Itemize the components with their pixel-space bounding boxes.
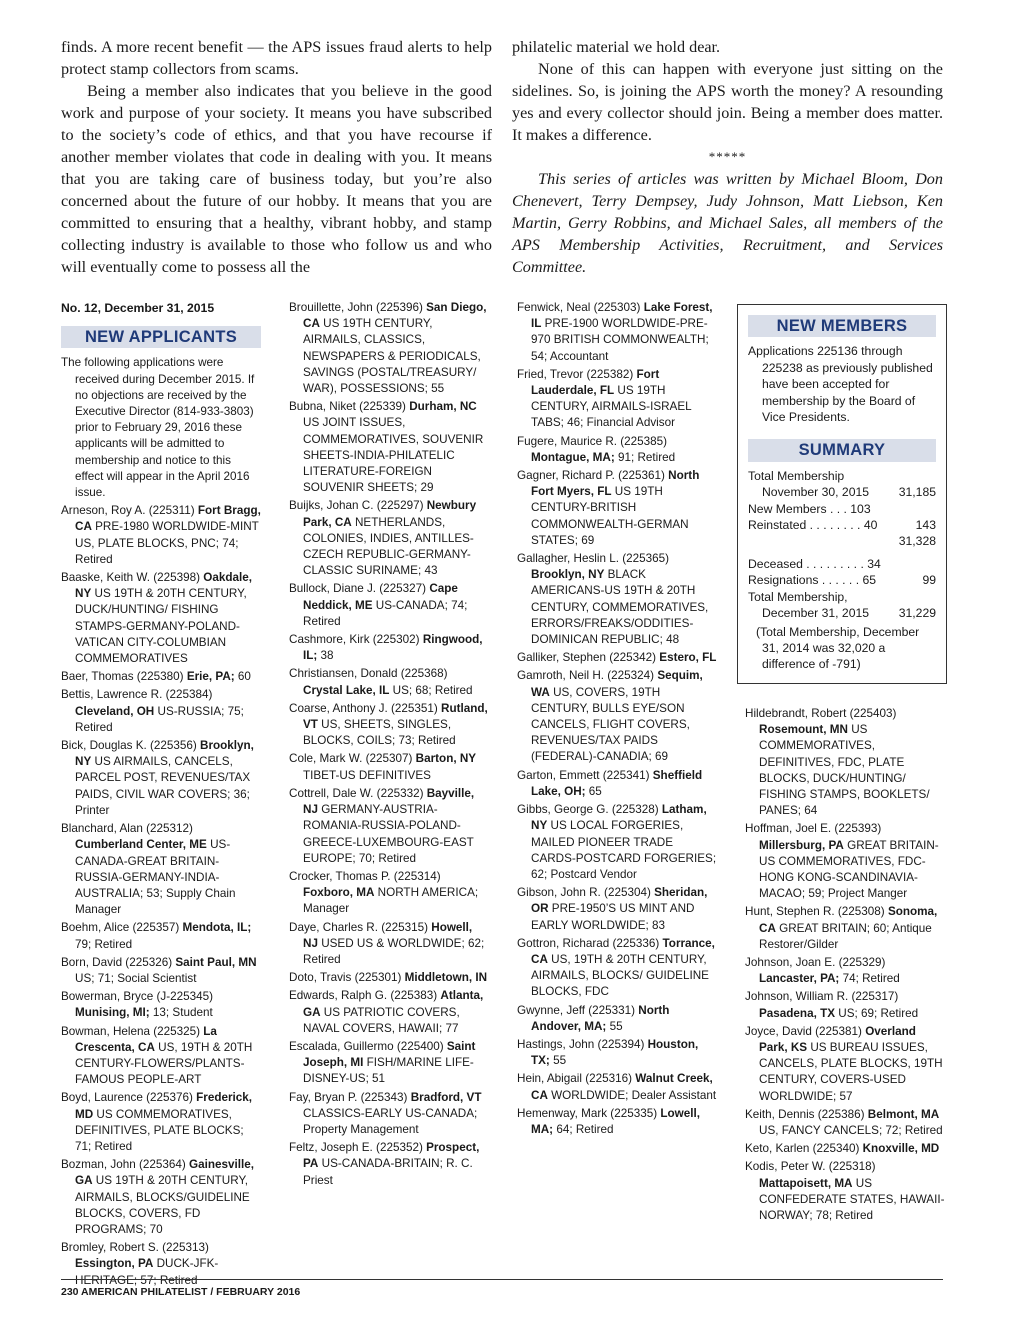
applicant-interests: GREAT BRITAIN; 60; Antique Restorer/Gilder — [759, 921, 932, 951]
applicant-interests: WORLDWIDE; Dealer Assistant — [547, 1088, 717, 1102]
summary-total-label: Total Membership — [748, 468, 845, 483]
new-members-text: Applications 225136 through 225238 as previously published have been accepted for membership by the Board of Vice Presidents. — [748, 344, 933, 425]
applicant-entry — [517, 668, 717, 765]
applicant-entry — [517, 650, 717, 666]
applicant-location: Montague, MA; — [531, 450, 615, 464]
applicant-interests: US, COVERS, 19TH CENTURY, BULLS EYE/SON CANCELS, FLIGHT COVERS, REVENUES/TAX PAIDS (FEDERAL)-CANADIA; 69 — [531, 685, 690, 764]
applicant-location: Sheridan, OR — [531, 886, 708, 916]
applicant-interests: GERMANY-AUSTRIA-ROMANIA-RUSSIA-POLAND-GREECE-LUXEMBOURG-EAST EUROPE; 70; Retired — [303, 803, 474, 865]
applicant-name: Hildebrandt, Robert (225403) — [745, 707, 897, 720]
summary-resignations-sum: 99 — [922, 573, 936, 588]
article-paragraph: None of this can happen with everyone just sitting on the sidelines. So, is joining the APS worth the money? A resounding yes and every collector should join. Being a member does matter. It makes a difference. — [512, 60, 943, 144]
summary-total2-row — [748, 605, 936, 621]
applicant-name: Gibson, John R. (225304) — [517, 886, 655, 900]
applicant-location: Foxboro, MA — [303, 886, 375, 900]
applicant-location: Walnut Creek, CA — [531, 1072, 713, 1102]
applicant-location: Houston, TX; — [531, 1037, 699, 1068]
applicant-entry — [61, 738, 261, 819]
summary-total2-value: 31,229 — [898, 606, 936, 621]
applicant-location: Millersburg, PA — [759, 838, 844, 852]
applicant-interests: 13; Student — [149, 1006, 213, 1020]
applicant-location: Cape Neddick, ME — [303, 582, 458, 612]
entries-list — [61, 503, 261, 1289]
applicant-location: Erie, PA; — [186, 670, 235, 684]
applicant-interests: TIBET-US DEFINITIVES — [303, 768, 431, 782]
applicant-location: Mattapoisett, MA — [759, 1176, 853, 1190]
new-applicants-heading: NEW APPLICANTS — [61, 326, 261, 348]
applicant-location: Gainesville, GA — [75, 1158, 254, 1188]
applicant-interests: US BUREAU ISSUES, CANCELS, PLATE BLOCKS, 19TH CENTURY, COVERS-USED WORLDWIDE; 57 — [759, 1041, 943, 1103]
applicant-interests: USED US & WORLDWIDE; 62; Retired — [303, 936, 485, 966]
applicant-name: Cashmore, Kirk (225302) — [289, 633, 423, 647]
applicant-interests: US-CANADA-GREAT BRITAIN-RUSSIA-GERMANY-INDIA-AUSTRALIA; 53; Supply Chain Manager — [75, 838, 236, 917]
applicant-entry — [289, 869, 489, 918]
applicant-location: Sequim, WA — [531, 669, 703, 699]
article-paragraph: philatelic material we hold dear. — [512, 38, 721, 56]
applicant-name: Boyd, Laurence (225376) — [61, 1091, 197, 1105]
applicant-entry — [289, 666, 489, 698]
applicant-entry — [289, 498, 489, 579]
applicant-entry — [517, 1003, 717, 1035]
applicant-location: Rutland, VT — [303, 701, 488, 732]
summary-note: (Total Membership, December 31, 2014 was 32,020 a difference of -791) — [756, 624, 920, 672]
applicant-location: Cumberland Center, ME — [75, 838, 207, 852]
applicant-name: Baaske, Keith W. (225398) — [61, 571, 204, 585]
listing-column-1 — [61, 300, 261, 1291]
applicant-name: Bullock, Diane J. (225327) — [289, 582, 430, 596]
applicant-entry — [61, 1024, 261, 1089]
applicant-location: Sonoma, CA — [759, 905, 938, 935]
applicant-entry — [745, 904, 945, 953]
applicant-name: Cole, Mark W. (225307) — [289, 752, 416, 766]
article-text — [61, 36, 943, 278]
applicant-name: Fenwick, Neal (225303) — [517, 301, 644, 314]
summary-subtotal: 31,328 — [898, 534, 936, 549]
page-footer: 230 AMERICAN PHILATELIST / FEBRUARY 2016 — [61, 1279, 943, 1298]
applicant-location: Saint Paul, MN — [175, 955, 257, 969]
applicant-interests: NETHERLANDS, COLONIES, INDIES, ANTILLES-CZECH REPUBLIC-GERMANY-CLASSIC SURINAME; 43 — [303, 515, 474, 578]
applicant-location: Bayville, NJ — [303, 786, 475, 817]
listing-column-4 — [745, 706, 945, 1226]
applicant-location: Lowell, MA; — [531, 1106, 700, 1136]
applicant-name: Bowman, Helena (225325) — [61, 1024, 204, 1038]
applicant-name: Gagner, Richard P. (225361) — [517, 469, 669, 483]
applicant-interests: PRE-1900 WORLDWIDE-PRE-970 BRITISH COMMONWEALTH; 54; Accountant — [531, 317, 709, 363]
applicant-interests: US-CANADA-BRITAIN; R. C. Priest — [303, 1157, 473, 1187]
applicant-entry — [61, 955, 261, 987]
applicant-name: Escalada, Guillermo (225400) — [289, 1039, 447, 1053]
applicant-name: Hunt, Stephen R. (225308) — [745, 905, 888, 919]
applicant-interests: US, FANCY CANCELS; 72; Retired — [759, 1124, 943, 1138]
applicant-interests: FISH/MARINE LIFE-DISNEY-US; 51 — [303, 1056, 474, 1086]
summary-reinstated-row — [748, 517, 936, 533]
applicant-interests: DUCK-JFK-HERITAGE; 57; Retired — [75, 1257, 219, 1287]
applicant-name: Arneson, Roy A. (225311) — [61, 504, 198, 518]
applicant-entry — [61, 1090, 261, 1155]
applicant-name: Keto, Karlen (225340) — [745, 1142, 863, 1156]
applicant-entry — [61, 989, 261, 1021]
article-column-left — [61, 36, 492, 278]
applicant-entry — [289, 920, 489, 969]
applicant-entry — [289, 632, 489, 664]
new-members-heading: NEW MEMBERS — [748, 315, 936, 337]
applicant-name: Fried, Trevor (225382) — [517, 367, 637, 381]
applicant-entry — [517, 885, 717, 934]
applicant-location: Brooklyn, NY — [75, 739, 254, 769]
article-paragraph: Being a member also indicates that you believe in the good work and purpose of your society. It means you have subscribed to the society’s code of ethics, and that you have recourse if another member violates that code in dealing with you. It means that you are taking care of business today, but you’re also concerned about the future of our hobby. It means that you are committed to ensuring that a healthy, vibrant hobby, and stamp collecting industry is available to those who follow us and who will eventually come to possess all the — [61, 82, 492, 276]
applicant-entry — [61, 570, 261, 667]
summary-resignations: Resignations . . . . . . 65 — [748, 573, 877, 588]
summary-deceased: Deceased . . . . . . . . . 34 — [748, 556, 881, 571]
applicant-location: Saint Joseph, MI — [303, 1039, 476, 1070]
applicant-entry — [61, 821, 261, 918]
applicant-location: Sheffield Lake, OH; — [531, 768, 703, 798]
applicant-name: Born, David (225326) — [61, 955, 176, 969]
applicant-entry — [745, 955, 945, 987]
applicant-entry — [289, 1090, 489, 1139]
applicant-entry — [61, 503, 261, 568]
applicant-entry — [745, 1107, 945, 1139]
applicant-location: Latham, NY — [531, 803, 707, 833]
applicant-interests: US-RUSSIA; 75; Retired — [75, 704, 244, 734]
summary-reinstated: Reinstated . . . . . . . . 40 — [748, 518, 878, 533]
applicant-interests: US, SHEETS, SINGLES, BLOCKS, COILS; 73; Retired — [303, 718, 456, 748]
applicant-name: Gottron, Richarad (225336) — [517, 936, 663, 950]
applicant-location: Knoxville, MD — [862, 1142, 940, 1156]
applicant-entry — [289, 786, 489, 867]
applicant-interests: US 19TH CENTURY-BRITISH COMMONWEALTH-GERMAN STATES; 69 — [531, 485, 689, 547]
applicant-entry — [517, 1106, 717, 1138]
applicant-interests: NORTH AMERICA; Manager — [303, 886, 479, 916]
applicant-entry — [745, 706, 945, 819]
applicant-name: Galliker, Stephen (225342) — [517, 651, 660, 665]
summary-total-value: 31,185 — [898, 485, 936, 500]
applicant-location: Torrance, CA — [531, 936, 715, 966]
applicant-entry — [517, 768, 717, 800]
applicant-name: Gwynne, Jeff (225331) — [517, 1003, 639, 1017]
section-separator: ***** — [708, 149, 747, 164]
applicant-interests: 64; Retired — [553, 1122, 614, 1136]
applicant-location: Crystal Lake, IL — [303, 683, 390, 697]
applicant-interests: US PATRIOTIC COVERS, NAVAL COVERS, HAWAII; 77 — [303, 1005, 460, 1035]
applicant-interests: US COMMEMORATIVES, DEFINITIVES, PLATE BLOCKS; 71; Retired — [75, 1107, 244, 1153]
applicant-name: Keith, Dennis (225386) — [745, 1107, 868, 1121]
applicant-location: San Diego, CA — [303, 301, 487, 331]
applicant-entry — [745, 1141, 945, 1157]
applicant-entry — [517, 551, 717, 648]
applicant-entry — [61, 920, 261, 952]
applicant-entry — [289, 988, 489, 1037]
applicant-entry — [289, 1039, 489, 1088]
applicant-name: Johnson, William R. (225317) — [745, 990, 899, 1004]
applicant-location: Estero, FL — [659, 651, 717, 665]
membership-listings — [61, 300, 945, 1287]
applicant-interests: 91; Retired — [614, 450, 676, 464]
applicant-name: Fugere, Maurice R. (225385) — [517, 434, 668, 448]
applicant-location: Frederick, MD — [75, 1091, 253, 1121]
applicant-location: Brooklyn, NY — [531, 568, 605, 582]
applicant-interests: US CONFEDERATE STATES, HAWAII-NORWAY; 78; Retired — [759, 1176, 945, 1223]
applicant-entry — [745, 1024, 945, 1105]
applicant-location: Oakdale, NY — [75, 571, 253, 601]
applicant-name: Edwards, Ralph G. (225383) — [289, 989, 441, 1003]
applicant-location: Fort Bragg, CA — [75, 504, 261, 534]
applicant-location: Essington, PA — [75, 1257, 154, 1271]
applicant-entry — [517, 1071, 717, 1103]
issue-line: No. 12, December 31, 2015 — [61, 301, 215, 315]
applicant-name: Cottrell, Dale W. (225332) — [289, 786, 427, 800]
applicant-name: Joyce, David (225381) — [745, 1024, 866, 1038]
applicant-name: Feltz, Joseph E. (225352) — [289, 1141, 427, 1155]
applicant-name: Daye, Charles R. (225315) — [289, 920, 432, 934]
applicant-interests: US 19TH & 20TH CENTURY, AIRMAILS, BLOCKS/GUIDELINE BLOCKS, COVERS, FD PROGRAMS; 70 — [75, 1174, 250, 1236]
applicant-entry — [517, 468, 717, 549]
applicant-interests: CLASSICS-EARLY US-CANADA; Property Management — [303, 1106, 478, 1136]
applicant-name: Bowerman, Bryce (J-225345) — [61, 990, 214, 1004]
summary-total2-date: December 31, 2015 — [762, 606, 870, 621]
applicant-location: Howell, NJ — [303, 920, 473, 950]
applicant-entry — [745, 821, 945, 902]
applicant-entry — [289, 581, 489, 630]
applicant-entry — [61, 669, 261, 685]
applicant-name: Johnson, Joan E. (225329) — [745, 956, 886, 970]
applicant-entry — [289, 701, 489, 750]
applicant-name: Buijks, Johan C. (225297) — [289, 499, 427, 513]
article-paragraph: finds. A more recent benefit — the APS issues fraud alerts to help protect stamp collectors from scams. — [61, 38, 492, 78]
summary-reinstated-sum: 143 — [915, 518, 936, 533]
summary-heading: SUMMARY — [748, 439, 936, 461]
applicant-entry — [517, 1037, 717, 1069]
applicant-interests: US, 19TH & 20TH CENTURY-FLOWERS/PLANTS-FAMOUS PEOPLE-ART — [75, 1040, 253, 1087]
applicant-interests: US 19TH CENTURY, AIRMAILS, CLASSICS, NEWSPAPERS & PERIODICALS, SAVINGS (POSTAL/TREASURY/ WAR), POSSESSIONS; 55 — [303, 317, 481, 396]
applicant-name: Baer, Thomas (225380) — [61, 670, 187, 684]
applicant-interests: US; 69; Retired — [835, 1006, 919, 1020]
applicant-location: Durham, NC — [409, 400, 477, 414]
applicant-entry — [289, 399, 489, 496]
applicant-entry — [517, 434, 717, 466]
applicant-name: Crocker, Thomas P. (225314) — [289, 869, 441, 883]
applicant-entry — [517, 367, 717, 432]
applicant-location: Munising, MI; — [75, 1006, 150, 1020]
applicant-interests: 55 — [606, 1019, 623, 1033]
applicant-entry — [289, 1140, 489, 1189]
applicant-interests: 60 — [234, 670, 251, 684]
applicant-name: Kodis, Peter W. (225318) — [745, 1160, 876, 1174]
applicant-interests: US AIRMAILS, CANCELS, PARCEL POST, REVENUES/TAX PAIDS, CIVIL WAR COVERS; 36; Printer — [75, 755, 251, 817]
applicant-name: Gibbs, George G. (225328) — [517, 803, 662, 817]
applicant-name: Bettis, Lawrence R. (225384) — [61, 688, 213, 702]
summary-new-members: New Members . . . 103 — [748, 501, 871, 516]
applicant-location: North Andover, MA; — [531, 1003, 670, 1033]
applicant-interests: PRE-1950’S US MINT AND EARLY WORLDWIDE; 83 — [531, 902, 695, 932]
applicant-entry — [61, 1157, 261, 1238]
applicant-interests: US; 71; Social Scientist — [75, 971, 197, 985]
applicant-interests: 38 — [317, 649, 334, 663]
applicant-name: Brouillette, John (225396) — [289, 301, 427, 314]
applicant-interests: 79; Retired — [75, 937, 133, 951]
entries-list — [289, 300, 489, 1189]
summary-total-date: November 30, 2015 — [762, 485, 870, 500]
applicant-entry — [517, 802, 717, 883]
applicant-entry — [289, 300, 489, 397]
applicant-name: Bozman, John (225364) — [61, 1158, 189, 1172]
summary-total2-label: Total Membership, — [748, 589, 848, 604]
listing-column-3 — [517, 300, 717, 1140]
applicant-interests: US 19TH CENTURY, AIRMAILS-ISRAEL TABS; 46; Financial Advisor — [531, 384, 692, 430]
listing-column-2 — [289, 300, 489, 1191]
applicant-interests: US; 68; Retired — [389, 683, 473, 697]
entries-list — [517, 300, 717, 1138]
applicant-name: Gallagher, Heslin L. (225365) — [517, 552, 670, 566]
applicant-location: La Crescenta, CA — [75, 1024, 217, 1054]
applicant-entry — [289, 970, 489, 986]
applicant-name: Hein, Abigail (225316) — [517, 1072, 636, 1086]
applicant-location: Middletown, IN — [404, 971, 488, 985]
applicant-entry — [745, 1159, 945, 1224]
applicant-interests: BLACK AMERICANS-US 19TH & 20TH CENTURY, COMMEMORATIVES, ERRORS/FREAKS/ODDITIES-DOMINICAN REPUBLIC; 48 — [531, 568, 709, 647]
applicant-interests: PRE-1980 WORLDWIDE-MINT US, PLATE BLOCKS, PNC; 74; Retired — [75, 520, 259, 566]
applicant-entry — [289, 751, 489, 783]
applicant-interests: US, 19TH & 20TH CENTURY, AIRMAILS, BLOCKS/ GUIDELINE BLOCKS, FDC — [531, 952, 709, 999]
article-credit: This series of articles was written by Michael Bloom, Don Chenevert, Terry Dempsey, Judy Johnson, Matt Liebson, Ken Martin, Gerry Robbins, and Michael Sales, all members of the APS Membership Activities, Recruitment, and Services Committee. — [512, 170, 943, 276]
applicant-location: Belmont, MA — [867, 1107, 940, 1121]
applicant-interests: US 19TH & 20TH CENTURY, DUCK/HUNTING/ FISHING STAMPS-GERMANY-POLAND-VATICAN CITY-COLUMBIAN COMMEMORATIVES — [75, 587, 247, 666]
applicant-name: Coarse, Anthony J. (225351) — [289, 701, 442, 715]
members-summary-box — [737, 304, 947, 684]
applicant-location: Rosemount, MN — [759, 723, 848, 737]
applicant-name: Hemenway, Mark (225335) — [517, 1106, 661, 1120]
applicant-entry — [517, 936, 717, 1001]
applicant-interests: US-CANADA; 74; Retired — [303, 598, 468, 628]
applicant-location: Fort Lauderdale, FL — [531, 367, 660, 398]
applicant-location: Lancaster, PA; — [759, 972, 840, 986]
applicant-name: Christiansen, Donald (225368) — [289, 667, 448, 681]
applicant-interests: US LOCAL FORGERIES, MAILED PIONEER TRADE CARDS-POSTCARD FORGERIES; 62; Postcard Vendor — [531, 819, 717, 881]
applicant-location: Atlanta, GA — [303, 989, 484, 1019]
applicant-name: Hastings, John (225394) — [517, 1037, 648, 1051]
applicant-location: Ringwood, IL; — [303, 633, 483, 663]
applicant-entry — [517, 300, 717, 365]
applicant-interests: US JOINT ISSUES, COMMEMORATIVES, SOUVENIR SHEETS-INDIA-PHILATELIC LITERATURE-FOREIGN SOUVENIR SHEETS; 29 — [303, 416, 484, 495]
applicant-location: Barton, NY — [415, 752, 477, 766]
new-applicants-intro: The following applications were received during December 2015. If no objections are received by the Executive Director (814-933-3803) prior to February 29, 2016 these applicants will be admitted to membership and notice to this effect will appear in the April 2016 issue. — [61, 356, 255, 500]
applicant-entry — [61, 687, 261, 736]
applicant-location: Pasadena, TX — [759, 1006, 836, 1020]
applicant-location: Lake Forest, IL — [531, 301, 713, 331]
applicant-entry — [745, 989, 945, 1021]
applicant-interests: 74; Retired — [839, 972, 900, 986]
applicant-location: Newbury Park, CA — [303, 499, 477, 529]
applicant-location: Cleveland, OH — [75, 704, 155, 718]
applicant-name: Gamroth, Neil H. (225324) — [517, 669, 658, 683]
applicant-location: Prospect, PA — [303, 1141, 480, 1171]
applicant-location: Mendota, IL; — [182, 921, 252, 935]
applicant-name: Garton, Emmett (225341) — [517, 768, 653, 782]
applicant-location: North Fort Myers, FL — [531, 469, 700, 499]
applicant-location: Overland Park, KS — [759, 1024, 916, 1055]
summary-total-row — [748, 484, 936, 500]
applicant-interests: US COMMEMORATIVES, DEFINITIVES, FDC, PLATE BLOCKS, DUCK/HUNTING/ FISHING STAMPS, BOOKLETS/ PANES; 64 — [759, 723, 930, 818]
applicant-name: Blanchard, Alan (225312) — [61, 822, 193, 836]
applicant-name: Bromley, Robert S. (225313) — [61, 1241, 209, 1255]
applicant-interests: GREAT BRITAIN-US COMMEMORATIVES, FDC-HONG KONG-SCANDINAVIA-MACAO; 59; Project Manger — [759, 838, 939, 901]
applicant-name: Doto, Travis (225301) — [289, 971, 405, 985]
applicant-name: Fay, Bryan P. (225343) — [289, 1090, 411, 1104]
applicant-name: Boehm, Alice (225357) — [61, 921, 183, 935]
article-column-right — [512, 36, 943, 278]
applicant-interests: 65 — [585, 784, 602, 798]
entries-list — [745, 706, 945, 1224]
applicant-name: Bubna, Niket (225339) — [289, 400, 410, 414]
applicant-name: Bick, Douglas K. (225356) — [61, 739, 201, 753]
summary-resignations-row — [748, 572, 936, 588]
applicant-interests: 55 — [549, 1054, 567, 1068]
applicant-name: Hoffman, Joel E. (225393) — [745, 822, 882, 836]
applicant-location: Bradford, VT — [410, 1090, 482, 1104]
